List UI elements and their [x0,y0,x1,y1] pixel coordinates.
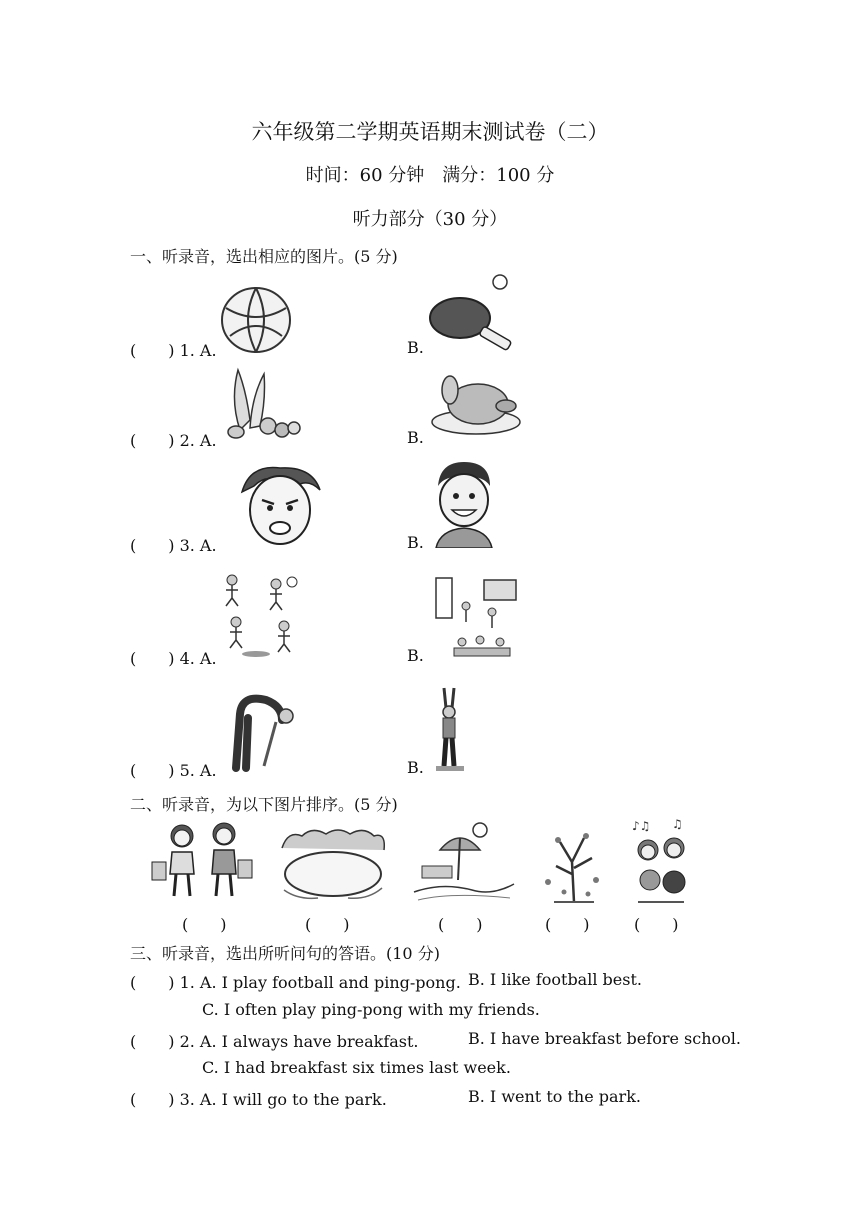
angry-face-image [230,462,326,548]
q5-b-label: B. [407,758,424,777]
q3-prefix: ( ) 3. A. [130,536,217,555]
section2-heading: 二、听录音，为以下图片排序。(5 分) [130,795,398,814]
order-blank-5[interactable]: ( ) [634,915,679,934]
q1-b-label: B. [407,338,424,357]
bending-person-image [226,684,296,772]
beach-umbrella-image [412,820,516,904]
page-title: 六年级第二学期英语期末测试卷（二） [251,120,609,144]
q2-b-label: B. [407,428,424,447]
order-blank-3[interactable]: ( ) [438,915,483,934]
order-blank-1[interactable]: ( ) [182,915,227,934]
s3-q3-option-b: B. I went to the park. [468,1087,641,1106]
s3-q1-option-a: ( ) 1. A. I play football and ping-pong. [130,973,461,992]
classroom-scene-image [434,576,520,660]
section1-heading: 一、听录音，选出相应的图片。(5 分) [130,247,398,266]
basketball-image [220,286,292,354]
q2-prefix: ( ) 2. A. [130,431,217,450]
svg-text:♪♫: ♪♫ [632,819,651,833]
q5-prefix: ( ) 5. A. [130,761,217,780]
s3-q2-option-a: ( ) 2. A. I always have breakfast. [130,1032,419,1051]
svg-text:♫: ♫ [672,817,683,831]
q1-prefix: ( ) 1. A. [130,341,217,360]
s3-q2-option-b: B. I have breakfast before school. [468,1029,741,1048]
children-singing-image [628,816,694,906]
happy-boy-image [432,460,496,548]
autumn-tree-image [538,822,608,904]
q4-prefix: ( ) 4. A. [130,649,217,668]
q3-b-label: B. [407,533,424,552]
order-blank-4[interactable]: ( ) [545,915,590,934]
s3-q3-option-a: ( ) 3. A. I will go to the park. [130,1090,387,1109]
part-title: 听力部分（30 分） [352,209,508,230]
roast-chicken-image [428,366,524,438]
section3-heading: 三、听录音，选出所听问句的答语。(10 分) [130,944,440,963]
park-lake-image [278,826,388,904]
q4-b-label: B. [407,646,424,665]
stretching-person-image [430,686,470,774]
pingpong-paddle-image [428,272,524,356]
children-sports-image [220,572,306,658]
girls-shopping-image [148,822,256,904]
exam-info: 时间：60 分钟 满分：100 分 [305,165,555,186]
s3-q1-option-b: B. I like football best. [468,970,642,989]
s3-q1-option-c: C. I often play ping-pong with my friends. [202,1000,540,1019]
order-blank-2[interactable]: ( ) [305,915,350,934]
s3-q2-option-c: C. I had breakfast six times last week. [202,1058,511,1077]
vegetables-image [220,360,306,442]
